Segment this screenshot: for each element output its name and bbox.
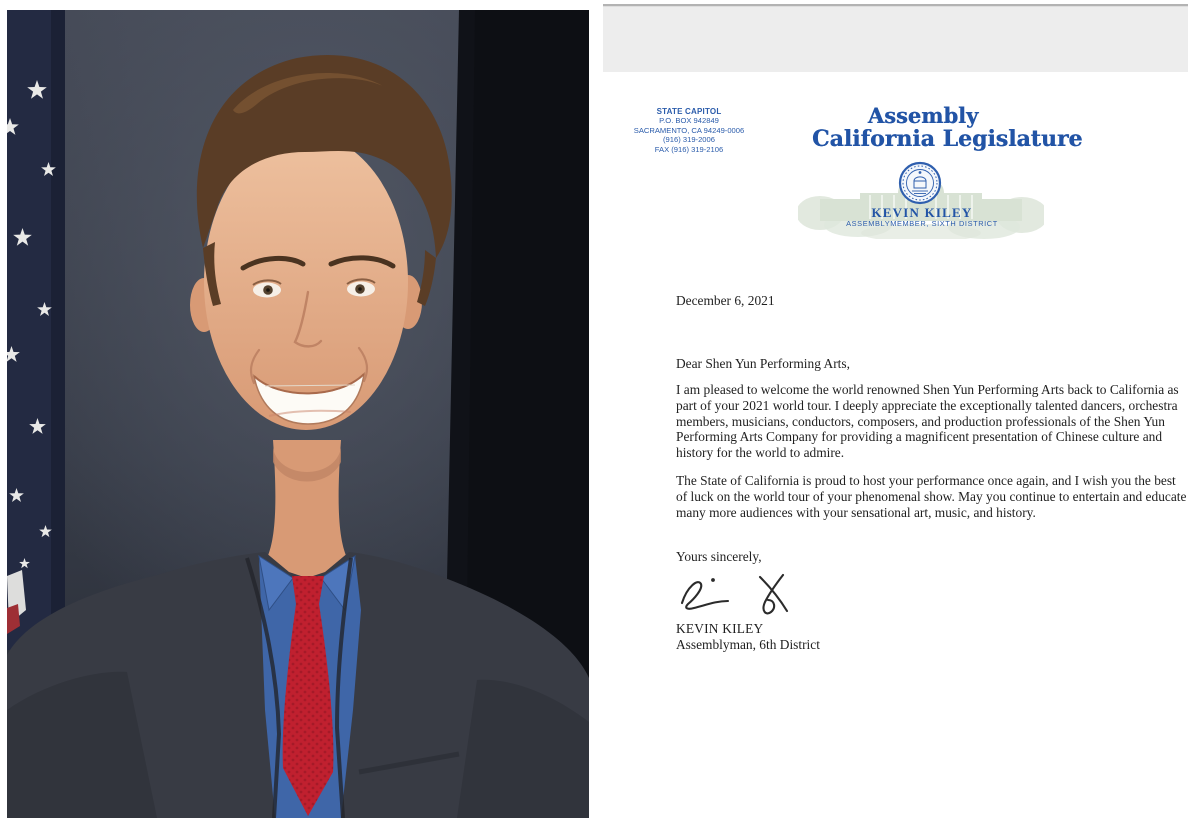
member-title: ASSEMBLYMEMBER, SIXTH DISTRICT [846,219,998,228]
signature-title: Assemblyman, 6th District [676,637,820,652]
body-paragraph-1: I am pleased to welcome the world renowned Shen Yun Performing Arts back to California as part of your 2021 world tour. I deeply appreciate the exceptionally talented dancers, orchestra members, musicians, conductors, composers, and production professionals of the Shen Yun Performing Arts Company for providing a magnificent presentation of Chinese culture and history for the world to admire. [676,382,1179,461]
salutation: Dear Shen Yun Performing Arts, [676,356,850,371]
assembly-seal-icon [898,161,942,205]
body-paragraph-2: The State of California is proud to host your performance once again, and I wish you the best of luck on the world tour of your phenomenal show. May you continue to entertain and educate many more audiences with your sensational art, music, and history. [676,473,1187,520]
masthead-line1: Assembly [867,103,979,128]
closing: Yours sincerely, [676,549,762,564]
address-line: (916) 319-2006 [663,135,715,145]
address-line: SACRAMENTO, CA 94249-0006 [633,125,745,135]
address-line: STATE CAPITOL [656,107,722,116]
us-flag [7,10,65,650]
signature-name: KEVIN KILEY [676,621,764,636]
address-line: FAX (916) 319-2106 [654,144,724,154]
portrait-photo [7,10,589,818]
address-block [618,107,760,154]
address-line: P.O. BOX 942849 [659,116,719,126]
masthead-line2: California Legislature [812,126,1083,152]
letter-scan [600,0,1200,825]
masthead [812,103,1083,152]
letter-date: December 6, 2021 [676,293,775,308]
member-name: KEVIN KILEY [871,205,973,220]
scan-top-bar [603,4,1188,72]
portrait-illustration [7,10,589,818]
handwritten-signature-icon [676,567,826,621]
